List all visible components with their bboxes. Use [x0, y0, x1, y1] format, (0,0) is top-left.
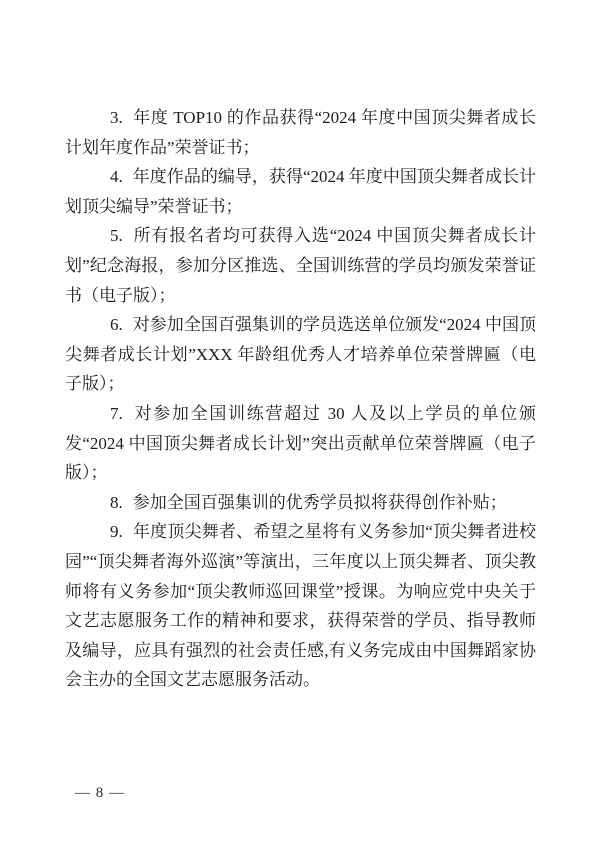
- item-number: 3.: [110, 108, 123, 127]
- list-item-9: [65, 517, 536, 695]
- list-item-6: [65, 310, 536, 399]
- item-number: 4.: [110, 167, 123, 187]
- list-item-7: [65, 399, 536, 488]
- item-text: 年度 TOP10 的作品获得“2024 年度中国顶尖舞者成长计划年度作品”荣誉证书；: [65, 108, 536, 157]
- list-item-8: [65, 488, 536, 518]
- list-item-3: [65, 103, 536, 162]
- item-number: 5.: [110, 226, 123, 246]
- item-text: 年度作品的编导，获得“2024 年度中国顶尖舞者成长计划顶尖编导”荣誉证书；: [65, 167, 536, 216]
- item-number: 8.: [110, 492, 123, 512]
- item-number: 7.: [110, 403, 123, 423]
- item-text: 对参加全国训练营超过 30 人及以上学员的单位颁发“2024 中国顶尖舞者成长计划”突出贡献单位荣誉牌匾（电子版）；: [65, 403, 536, 483]
- page-footer: [75, 785, 125, 802]
- item-number: 9.: [110, 522, 123, 542]
- item-text: 对参加全国百强集训的学员选送单位颁发“2024 中国顶尖舞者成长计划”XXX 年龄组优秀人才培养单位荣誉牌匾（电子版）；: [65, 315, 536, 394]
- item-number: 6.: [110, 315, 123, 335]
- item-text: 参加全国百强集训的优秀学员拟将获得创作补贴；: [132, 492, 507, 512]
- list-item-4: [65, 162, 536, 221]
- item-text: 所有报名者均可获得入选“2024 中国顶尖舞者成长计划”纪念海报，参加分区推选、全国训练营的学员均颁发荣誉证书（电子版）；: [65, 226, 536, 305]
- list-item-5: [65, 221, 536, 310]
- page-number: — 8 —: [75, 785, 125, 801]
- document-body: [65, 103, 536, 695]
- item-text: 年度顶尖舞者、希望之星将有义务参加“顶尖舞者进校园”“顶尖舞者海外巡演”等演出，三年度以上顶尖舞者、顶尖教师将有义务参加“顶尖教师巡回课堂”授课。为响应党中央关于文艺志愿服务工作的精神和要求，获得荣誉的学员、指导教师及编导，应具有强烈的社会责任感,有义务完成由中国舞蹈家协会主办的全国文艺志愿服务活动。: [65, 522, 536, 690]
